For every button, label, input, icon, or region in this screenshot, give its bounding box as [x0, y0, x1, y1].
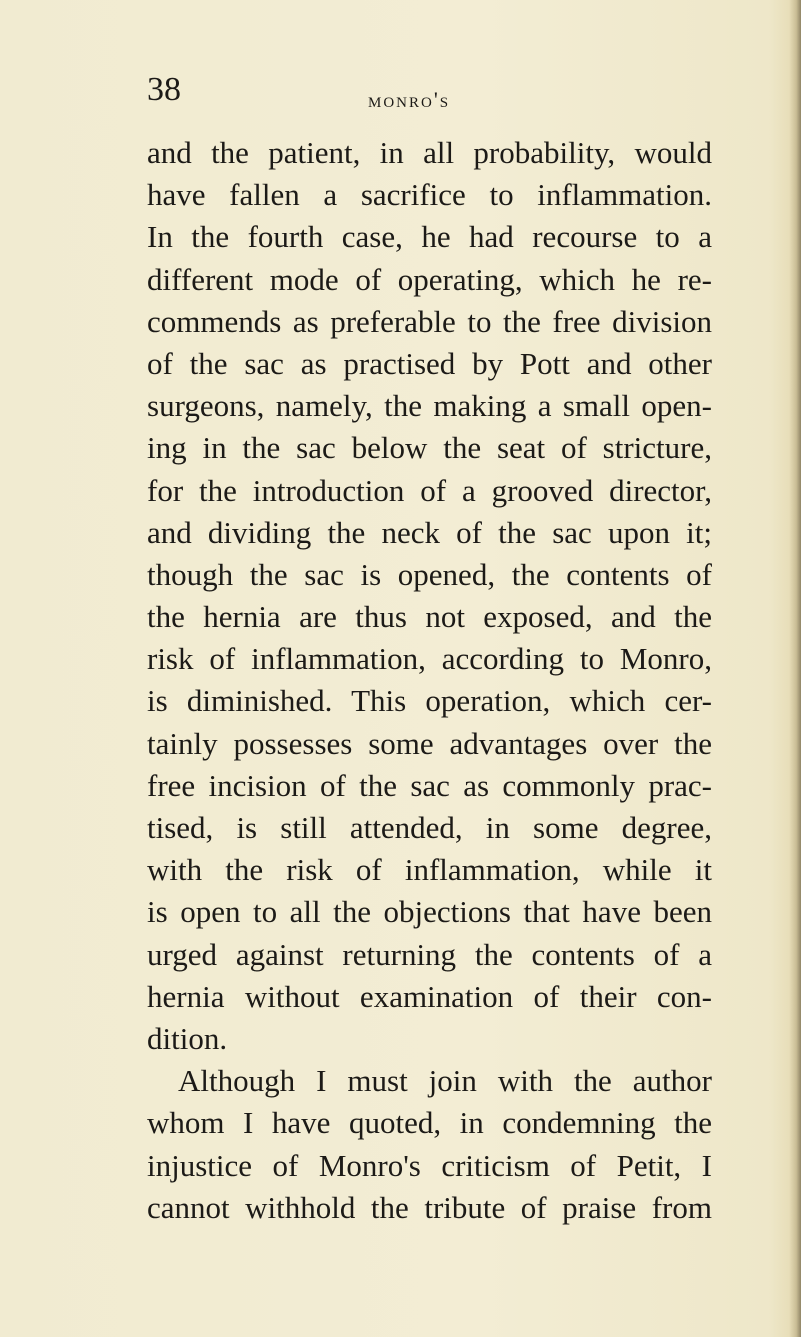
text-line: of the sac as practised by Pott and other	[147, 345, 712, 381]
text-line: ing in the sac below the seat of stricture,	[147, 430, 712, 466]
text-line: and dividing the neck of the sac upon it;	[147, 514, 712, 550]
text-line: whom I have quoted, in condemning the	[147, 1105, 712, 1141]
text-line: injustice of Monro's criticism of Petit, I	[147, 1147, 712, 1183]
text-line: commends as preferable to the free division	[147, 303, 712, 339]
text-line: different mode of operating, which he re-	[147, 261, 712, 297]
text-line: with the risk of inflammation, while it	[147, 852, 712, 888]
text-line: though the sac is opened, the contents of	[147, 556, 712, 592]
page-edge-shadow	[789, 0, 801, 1337]
text-line: for the introduction of a grooved director,	[147, 472, 712, 508]
running-head: monro's	[368, 87, 451, 112]
paragraph-start-line: Although I must join with the author	[178, 1063, 712, 1099]
text-line: free incision of the sac as commonly prac-	[147, 767, 712, 803]
text-line: In the fourth case, he had recourse to a	[147, 219, 712, 255]
text-line: have fallen a sacrifice to inflammation.	[147, 177, 712, 213]
text-line: urged against returning the contents of a	[147, 936, 712, 972]
text-line: is diminished. This operation, which cer-	[147, 683, 712, 719]
text-line: risk of inflammation, according to Monro,	[147, 641, 712, 677]
text-line: surgeons, namely, the making a small open-	[147, 388, 712, 424]
text-line: and the patient, in all probability, would	[147, 135, 712, 170]
paragraph-end-line: dition.	[147, 1020, 228, 1056]
page-number: 38	[147, 71, 181, 108]
text-line: tised, is still attended, in some degree,	[147, 810, 712, 845]
text-line: tainly possesses some advantages over the	[147, 725, 712, 761]
body-text	[147, 132, 712, 1229]
text-line: hernia without examination of their con-	[147, 978, 712, 1014]
text-line: cannot withhold the tribute of praise from	[147, 1189, 712, 1225]
text-line: is open to all the objections that have been	[147, 894, 712, 930]
text-line: the hernia are thus not exposed, and the	[147, 599, 712, 635]
